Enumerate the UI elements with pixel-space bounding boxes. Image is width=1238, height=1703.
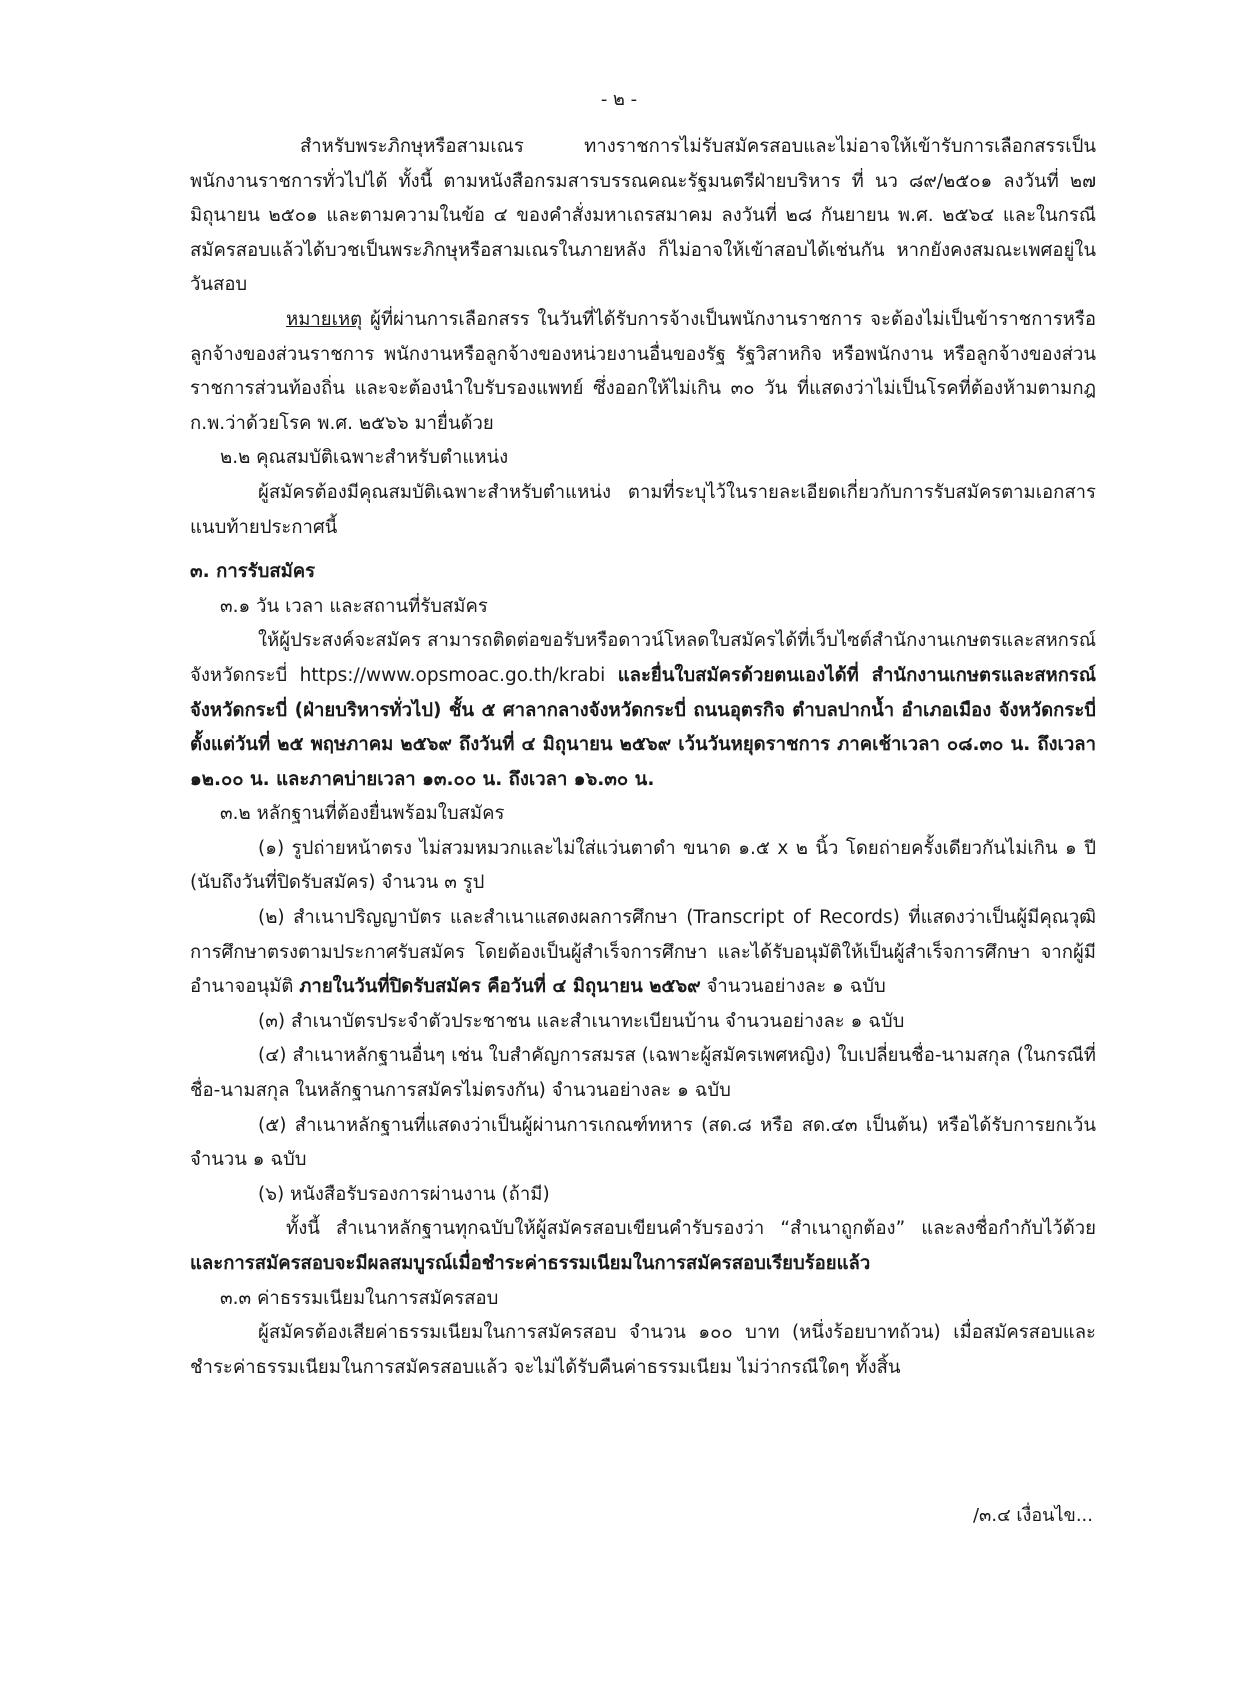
section-3-1-title: ๓.๑ วัน เวลา และสถานที่รับสมัคร [220,595,488,617]
section-2-2-text: ผู้สมัครต้องมีคุณสมบัติเฉพาะสำหรับตำแหน่ง ตามที่ระบุไว้ในรายละเอียดเกี่ยวกับการรับสมัครตามเอกสารแนบท้ายประกาศนี้ [190,481,1096,538]
document-item-2-deadline: ภายในวันที่ปิดรับสมัคร คือวันที่ ๔ มิถุนายน ๒๕๖๙ [299,976,701,998]
document-item-2-text: (๒) สำเนาปริญญาบัตร และสำเนาแสดงผลการศึกษา (Transcript of Records) ที่แสดงว่าเป็นผู้มีคุณวุฒิการศึกษาตรงตามประกาศรับสมัคร โดยต้องเป็นผู้สำเร็จการศึกษา และได้รับอนุมัติให้เป็นผู้สำเร็จการศึกษา จากผู้มีอำนาจอนุมัติ [190,907,1096,998]
document-item-3: (๓) สำเนาบัตรประจำตัวประชาชน และสำเนาทะเบียนบ้าน จำนวนอย่างละ ๑ ฉบับ [258,1010,905,1032]
paragraph-certification [190,1212,1096,1281]
section-2-2-title: ๒.๒ คุณสมบัติเฉพาะสำหรับตำแหน่ง [220,447,509,469]
paragraph-monk-restriction: สำหรับพระภิกษุหรือสามเณร ทางราชการไม่รับสมัครสอบและไม่อาจให้เข้ารับการเลือกสรรเป็นพนักงานราชการทั่วไปได้ ทั้งนี้ ตามหนังสือกรมสารบรรณคณะรัฐมนตรีฝ่ายบริหาร ที่ นว ๘๙/๒๕๐๑ ลงวันที่ ๒๗ มิถุนายน ๒๕๐๑ และตามความในข้อ ๔ ของคำสั่งมหาเถรสมาคม ลงวันที่ ๒๘ กันยายน พ.ศ. ๒๕๖๔ และในกรณีสมัครสอบแล้วได้บวชเป็นพระภิกษุหรือสามเณรในภายหลัง ก็ไม่อาจให้เข้าสอบได้เช่นกัน หากยังคงสมณะเพศอยู่ในวันสอบ [190,136,1096,296]
page-number: - ๒ - [600,89,638,110]
document-item-4: (๔) สำเนาหลักฐานอื่นๆ เช่น ใบสำคัญการสมรส (เฉพาะผู้สมัครเพศหญิง) ใบเปลี่ยนชื่อ-นามสกุล (ในกรณีที่ชื่อ-นามสกุล ในหลักฐานการสมัครไม่ตรงกัน) จำนวนอย่างละ ๑ ฉบับ [190,1045,1096,1102]
note-label: หมายเหตุ [286,308,363,330]
section-3-1-text [190,624,1096,797]
section-3-3-text: ผู้สมัครต้องเสียค่าธรรมเนียมในการสมัครสอบ จำนวน ๑๐๐ บาท (หนึ่งร้อยบาทถ้วน) เมื่อสมัครสอบและชำระค่าธรรมเนียมในการสมัครสอบแล้ว จะไม่ได้รับคืนค่าธรรมเนียม ไม่ว่ากรณีใดๆ ทั้งสิ้น [190,1322,1096,1378]
document-item-2 [190,901,1096,1005]
section-3-2-title: ๓.๒ หลักฐานที่ต้องยื่นพร้อมใบสมัคร [220,803,505,825]
note-text: ผู้ที่ผ่านการเลือกสรร ในวันที่ได้รับการจ้างเป็นพนักงานราชการ จะต้องไม่เป็นข้าราชการหรือลูกจ้างของส่วนราชการ พนักงานหรือลูกจ้างของหน่วยงานอื่นของรัฐ รัฐวิสาหกิจ หรือพนักงาน หรือลูกจ้างของส่วนราชการส่วนท้องถิ่น และจะต้องนำใบรับรองแพทย์ ซึ่งออกให้ไม่เกิน ๓๐ วัน ที่แสดงว่าไม่เป็นโรคที่ต้องห้ามตามกฎ ก.พ.ว่าด้วยโรค พ.ศ. ๒๕๖๖ มายื่นด้วย [190,308,1096,434]
section-3-title: ๓. การรับสมัคร [190,561,316,583]
continuation-marker: /๓.๔ เงื่อนไข... [972,1505,1093,1526]
document-item-2-count: จำนวนอย่างละ ๑ ฉบับ [700,976,886,998]
certification-text: ทั้งนี้ สำเนาหลักฐานทุกฉบับให้ผู้สมัครสอบเขียนคำรับรองว่า “สำเนาถูกต้อง” และลงชื่อกำกับไว้ด้วย [286,1218,1096,1240]
section-3-3-title: ๓.๓ ค่าธรรมเนียมในการสมัครสอบ [220,1287,499,1309]
document-item-6: (๖) หนังสือรับรองการผ่านงาน (ถ้ามี) [258,1183,550,1205]
document-body [190,130,1096,1385]
section-3-1-text-plain: ให้ผู้ประสงค์จะสมัคร สามารถติดต่อขอรับหรือดาวน์โหลดใบสมัครได้ที่เว็บไซต์สำนักงานเกษตรและสหกรณ์จังหวัดกระบี่ https://www.opsmoac.go.th/krabi [190,630,1096,686]
paragraph-note [190,303,1096,441]
certification-bold: และการสมัครสอบจะมีผลสมบูรณ์เมื่อชำระค่าธรรมเนียมในการสมัครสอบเรียบร้อยแล้ว [190,1253,871,1274]
document-item-1: (๑) รูปถ่ายหน้าตรง ไม่สวมหมวกและไม่ใส่แว่นตาดำ ขนาด ๑.๕ x ๒ นิ้ว โดยถ่ายครั้งเดียวกันไม่เกิน ๑ ปี (นับถึงวันที่ปิดรับสมัคร) จำนวน ๓ รูป [190,837,1096,894]
section-3-1-text-bold: และยื่นใบสมัครด้วยตนเองได้ที่ สำนักงานเกษตรและสหกรณ์จังหวัดกระบี่ (ฝ่ายบริหารทั่วไป) ชั้น ๕ ศาลากลางจังหวัดกระบี่ ถนนอุตรกิจ ตำบลปากน้ำ อำเภอเมือง จังหวัดกระบี่ ตั้งแต่วันที่ ๒๕ พฤษภาคม ๒๕๖๙ ถึงวันที่ ๔ มิถุนายน ๒๕๖๙ เว้นวันหยุดราชการ ภาคเช้าเวลา ๐๘.๓๐ น. ถึงเวลา ๑๒.๐๐ น. และภาคบ่ายเวลา ๑๓.๐๐ น. ถึงเวลา ๑๖.๓๐ น. [190,664,1096,790]
document-item-5: (๕) สำเนาหลักฐานที่แสดงว่าเป็นผู้ผ่านการเกณฑ์ทหาร (สด.๘ หรือ สด.๔๓ เป็นต้น) หรือได้รับการยกเว้น จำนวน ๑ ฉบับ [190,1114,1096,1171]
